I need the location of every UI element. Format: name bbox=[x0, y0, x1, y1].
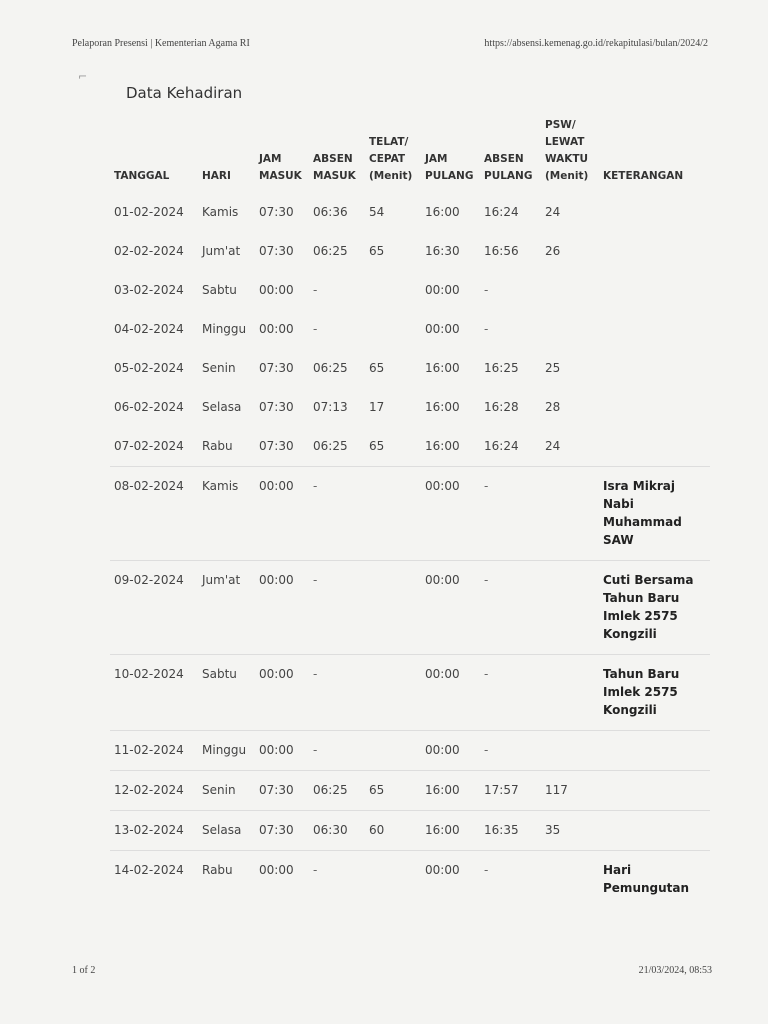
cell-hari: Jum'at bbox=[198, 561, 255, 655]
cell-hari: Sabtu bbox=[198, 655, 255, 731]
cell-absen-masuk: - bbox=[309, 467, 365, 561]
cell-absen-pulang: 16:24 bbox=[484, 439, 519, 453]
cell-hari: Rabu bbox=[198, 851, 255, 909]
cell-keterangan bbox=[599, 388, 710, 427]
cell-absen-pulang: 16:24 bbox=[484, 205, 519, 219]
cell-absen-pulang: - bbox=[484, 322, 489, 336]
cell-absen-pulang: - bbox=[480, 467, 541, 561]
cell-telat: 54 bbox=[369, 205, 385, 219]
attendance-table bbox=[110, 110, 710, 908]
cell-tanggal: 07-02-2024 bbox=[114, 439, 184, 453]
cell-psw: 24 bbox=[545, 439, 561, 453]
cell-psw: 26 bbox=[545, 244, 561, 258]
cell-keterangan bbox=[599, 771, 710, 811]
cell-jam-pulang: 00:00 bbox=[421, 851, 480, 909]
cell-jam-pulang: 16:00 bbox=[425, 361, 460, 375]
cell-absen-masuk: - bbox=[313, 283, 318, 297]
cell-jam-pulang: 00:00 bbox=[421, 467, 480, 561]
cell-jam-masuk: 00:00 bbox=[255, 467, 309, 561]
cell-keterangan bbox=[599, 427, 710, 467]
cell-absen-pulang: 16:25 bbox=[484, 361, 519, 375]
cell-hari: Kamis bbox=[202, 205, 239, 219]
cell-jam-pulang: 16:00 bbox=[421, 771, 480, 811]
column-header: TELAT/ CEPAT (Menit) bbox=[369, 136, 413, 182]
cell-keterangan bbox=[599, 310, 710, 349]
cell-absen-masuk: - bbox=[313, 322, 318, 336]
cell-tanggal: 12-02-2024 bbox=[110, 771, 198, 811]
cell-jam-masuk: 00:00 bbox=[255, 731, 309, 771]
cell-telat bbox=[365, 655, 421, 731]
table-row bbox=[110, 771, 710, 811]
cell-psw bbox=[541, 271, 599, 310]
cell-psw: 28 bbox=[545, 400, 561, 414]
table-row bbox=[110, 349, 710, 388]
table-row bbox=[110, 561, 710, 655]
cell-jam-masuk: 07:30 bbox=[255, 771, 309, 811]
cell-hari: Minggu bbox=[202, 322, 247, 336]
table-row bbox=[110, 655, 710, 731]
cell-absen-pulang: - bbox=[480, 561, 541, 655]
cell-tanggal: 10-02-2024 bbox=[110, 655, 198, 731]
cell-jam-pulang: 00:00 bbox=[421, 731, 480, 771]
cell-psw bbox=[541, 851, 599, 909]
cell-jam-pulang: 00:00 bbox=[421, 655, 480, 731]
print-header bbox=[72, 38, 708, 52]
table-row bbox=[110, 232, 710, 271]
cell-psw bbox=[541, 655, 599, 731]
cell-telat bbox=[365, 271, 421, 310]
cell-hari: Minggu bbox=[198, 731, 255, 771]
cell-psw: 117 bbox=[541, 771, 599, 811]
cell-tanggal: 02-02-2024 bbox=[114, 244, 184, 258]
cell-jam-pulang: 00:00 bbox=[425, 322, 460, 336]
cell-keterangan: Hari Pemungutan bbox=[599, 851, 710, 909]
cell-keterangan bbox=[599, 811, 710, 851]
cell-telat: 65 bbox=[365, 771, 421, 811]
column-header: TANGGAL bbox=[114, 170, 170, 182]
cell-telat bbox=[365, 310, 421, 349]
cell-absen-pulang: 16:28 bbox=[484, 400, 519, 414]
cell-tanggal: 13-02-2024 bbox=[110, 811, 198, 851]
column-header: PSW/ LEWAT WAKTU (Menit) bbox=[545, 119, 589, 182]
table-row bbox=[110, 731, 710, 771]
table-row bbox=[110, 427, 710, 467]
cell-psw: 24 bbox=[545, 205, 561, 219]
cell-jam-masuk: 07:30 bbox=[259, 205, 294, 219]
cell-telat bbox=[365, 851, 421, 909]
cell-absen-pulang: 17:57 bbox=[480, 771, 541, 811]
cell-absen-pulang: - bbox=[480, 851, 541, 909]
table-row bbox=[110, 388, 710, 427]
cell-telat: 65 bbox=[369, 361, 385, 375]
cell-keterangan: Tahun Baru Imlek 2575 Kongzili bbox=[599, 655, 710, 731]
cell-tanggal: 11-02-2024 bbox=[110, 731, 198, 771]
table-row bbox=[110, 193, 710, 232]
cell-jam-pulang: 16:30 bbox=[425, 244, 460, 258]
table-row bbox=[110, 467, 710, 561]
cell-tanggal: 06-02-2024 bbox=[114, 400, 184, 414]
table-body bbox=[110, 193, 710, 908]
cell-jam-masuk: 07:30 bbox=[259, 439, 294, 453]
cell-telat: 65 bbox=[369, 244, 385, 258]
scan-mark-icon: ⌐ bbox=[78, 70, 88, 83]
cell-telat bbox=[365, 731, 421, 771]
table-row bbox=[110, 271, 710, 310]
cell-keterangan bbox=[599, 232, 710, 271]
cell-hari: Jum'at bbox=[202, 244, 241, 258]
page-number: 1 of 2 bbox=[72, 965, 96, 976]
cell-jam-masuk: 00:00 bbox=[259, 322, 294, 336]
cell-telat bbox=[365, 467, 421, 561]
column-header: JAM MASUK bbox=[259, 153, 302, 182]
cell-absen-pulang: - bbox=[484, 283, 489, 297]
cell-keterangan bbox=[599, 731, 710, 771]
cell-absen-masuk: - bbox=[309, 655, 365, 731]
cell-jam-pulang: 16:00 bbox=[425, 205, 460, 219]
cell-tanggal: 05-02-2024 bbox=[114, 361, 184, 375]
cell-hari: Rabu bbox=[202, 439, 233, 453]
cell-keterangan: Isra Mikraj Nabi Muhammad SAW bbox=[599, 467, 710, 561]
table-header-row bbox=[110, 110, 710, 193]
cell-absen-masuk: 06:25 bbox=[313, 244, 348, 258]
cell-hari: Senin bbox=[198, 771, 255, 811]
table-row bbox=[110, 851, 710, 909]
cell-keterangan bbox=[599, 193, 710, 232]
cell-telat bbox=[365, 561, 421, 655]
cell-jam-pulang: 00:00 bbox=[421, 561, 480, 655]
attendance-table-wrapper bbox=[110, 110, 694, 950]
cell-tanggal: 01-02-2024 bbox=[114, 205, 184, 219]
cell-keterangan: Cuti Bersama Tahun Baru Imlek 2575 Kongzili bbox=[599, 561, 710, 655]
cell-absen-masuk: 07:13 bbox=[313, 400, 348, 414]
cell-telat: 17 bbox=[369, 400, 385, 414]
cell-absen-masuk: - bbox=[309, 731, 365, 771]
cell-jam-pulang: 16:00 bbox=[421, 811, 480, 851]
cell-jam-masuk: 00:00 bbox=[255, 655, 309, 731]
cell-absen-pulang: 16:56 bbox=[484, 244, 519, 258]
cell-jam-masuk: 00:00 bbox=[255, 561, 309, 655]
cell-hari: Kamis bbox=[198, 467, 255, 561]
cell-jam-masuk: 07:30 bbox=[259, 400, 294, 414]
cell-telat: 60 bbox=[365, 811, 421, 851]
cell-jam-masuk: 00:00 bbox=[255, 851, 309, 909]
cell-keterangan bbox=[599, 271, 710, 310]
cell-hari: Selasa bbox=[202, 400, 242, 414]
column-header: ABSEN MASUK bbox=[313, 153, 356, 182]
cell-jam-masuk: 00:00 bbox=[259, 283, 294, 297]
column-header: JAM PULANG bbox=[425, 153, 474, 182]
column-header: ABSEN PULANG bbox=[484, 153, 533, 182]
column-header: KETERANGAN bbox=[603, 170, 684, 182]
table-row bbox=[110, 310, 710, 349]
cell-absen-pulang: - bbox=[480, 655, 541, 731]
cell-psw bbox=[541, 467, 599, 561]
cell-absen-masuk: 06:30 bbox=[309, 811, 365, 851]
cell-jam-masuk: 07:30 bbox=[259, 244, 294, 258]
cell-absen-masuk: 06:25 bbox=[313, 439, 348, 453]
cell-absen-masuk: 06:25 bbox=[313, 361, 348, 375]
cell-hari: Selasa bbox=[198, 811, 255, 851]
column-header: HARI bbox=[202, 170, 231, 182]
cell-absen-pulang: 16:35 bbox=[480, 811, 541, 851]
print-footer bbox=[72, 965, 712, 979]
cell-psw bbox=[541, 310, 599, 349]
table-row bbox=[110, 811, 710, 851]
cell-tanggal: 14-02-2024 bbox=[110, 851, 198, 909]
cell-psw bbox=[541, 561, 599, 655]
print-timestamp: 21/03/2024, 08:53 bbox=[638, 965, 712, 976]
cell-jam-pulang: 16:00 bbox=[425, 439, 460, 453]
cell-jam-masuk: 07:30 bbox=[259, 361, 294, 375]
cell-jam-pulang: 00:00 bbox=[425, 283, 460, 297]
cell-tanggal: 03-02-2024 bbox=[114, 283, 184, 297]
print-header-url: https://absensi.kemenag.go.id/rekapitulasi/bulan/2024/2 bbox=[484, 38, 708, 49]
page-title: Data Kehadiran bbox=[126, 84, 243, 102]
cell-absen-pulang: - bbox=[480, 731, 541, 771]
cell-absen-masuk: 06:25 bbox=[309, 771, 365, 811]
cell-absen-masuk: - bbox=[309, 561, 365, 655]
cell-jam-masuk: 07:30 bbox=[255, 811, 309, 851]
cell-tanggal: 04-02-2024 bbox=[114, 322, 184, 336]
cell-telat: 65 bbox=[369, 439, 385, 453]
cell-psw: 35 bbox=[541, 811, 599, 851]
cell-absen-masuk: 06:36 bbox=[313, 205, 348, 219]
cell-absen-masuk: - bbox=[309, 851, 365, 909]
cell-tanggal: 09-02-2024 bbox=[110, 561, 198, 655]
print-header-title: Pelaporan Presensi | Kementerian Agama RI bbox=[72, 38, 250, 49]
cell-psw bbox=[541, 731, 599, 771]
cell-keterangan bbox=[599, 349, 710, 388]
cell-tanggal: 08-02-2024 bbox=[110, 467, 198, 561]
cell-psw: 25 bbox=[545, 361, 561, 375]
cell-hari: Senin bbox=[202, 361, 236, 375]
cell-hari: Sabtu bbox=[202, 283, 237, 297]
cell-jam-pulang: 16:00 bbox=[425, 400, 460, 414]
